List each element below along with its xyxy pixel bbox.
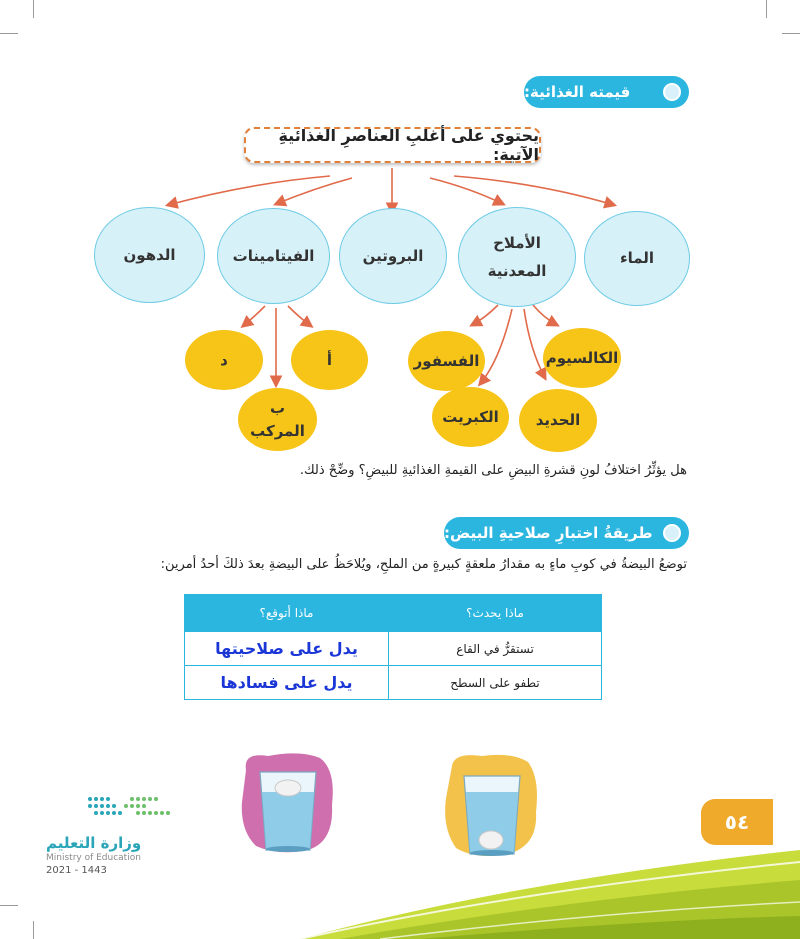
nutrient-protein: البروتين xyxy=(339,208,447,304)
page-number: ٥٤ xyxy=(701,799,773,845)
cell-expect: يدل على فسادها xyxy=(185,666,389,700)
nutrient-water: الماء xyxy=(584,211,690,306)
vitamin-a: أ xyxy=(291,330,368,390)
table-row xyxy=(185,632,602,666)
ministry-logo-icon xyxy=(86,793,174,833)
bullet-icon xyxy=(663,524,681,542)
ministry-name-arabic: وزارة التعليم xyxy=(46,834,142,852)
header-happens: ماذا يحدث؟ xyxy=(389,595,602,632)
nutrients-title: يحتوي على أغلبِ العناصرِ الغذائيةِ الآتية: xyxy=(278,126,539,164)
question-text: هل يؤثِّرُ اختلافُ لونِ قشرةِ البيضِ على القيمةِ الغذائيةِ للبيضِ؟ وضِّحْ ذلك. xyxy=(299,463,687,478)
mineral-iron: الحديد xyxy=(519,389,597,452)
vitamin-d: د xyxy=(185,330,263,390)
table-row xyxy=(185,666,602,700)
header-expect: ماذا أتوقع؟ xyxy=(185,595,389,632)
cell-expect: يدل على صلاحيتها xyxy=(185,632,389,666)
ministry-name-english: Ministry of Education xyxy=(46,853,141,863)
nutrient-minerals: الأملاح المعدنية xyxy=(458,207,576,307)
vitamin-b-complex: ب المركب xyxy=(238,388,317,451)
nutrient-vitamins: الفيتامينات xyxy=(217,208,330,304)
cell-happens: تستقرُّ في القاع xyxy=(389,632,602,666)
egg-test-table xyxy=(184,594,602,700)
instruction-text: توضعُ البيضةُ في كوبِ ماءٍ به مقدارُ ملعقةٍ كبيرةٍ من الملحِ، ويُلاحَظُ على البيضةِ بعدَ ذلكَ أحدُ أمرين: xyxy=(160,557,687,572)
section-egg-test xyxy=(444,517,689,549)
academic-year: 2021 - 1443 xyxy=(46,865,107,876)
mineral-calcium: الكالسيوم xyxy=(543,328,621,388)
table-header-row xyxy=(185,595,602,632)
mineral-sulfur: الكبريت xyxy=(432,387,509,447)
nutrient-fats: الدهون xyxy=(94,207,205,303)
section-title: قيمته الغذائية: xyxy=(524,83,631,101)
cell-happens: تطفو على السطح xyxy=(389,666,602,700)
section-title: طريقةُ اختبارِ صلاحيةِ البيض: xyxy=(444,524,653,542)
mineral-phosphorus: الفسفور xyxy=(408,331,485,391)
